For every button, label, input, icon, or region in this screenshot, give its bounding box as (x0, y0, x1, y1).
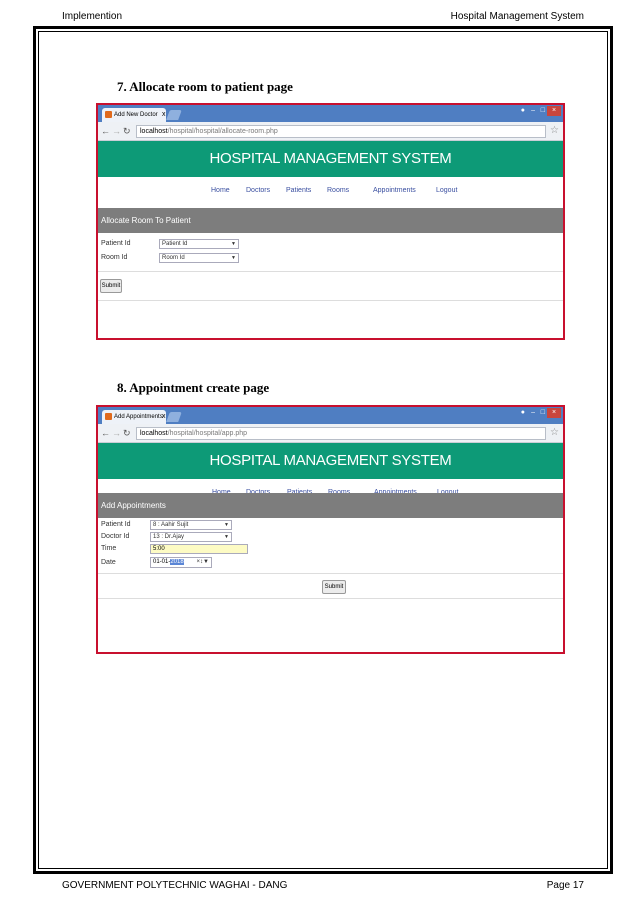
url-path: /hospital/hospital/app.php (167, 430, 248, 437)
new-tab-button[interactable] (166, 412, 182, 422)
form-title: Allocate Room To Patient (98, 208, 563, 233)
browser-tab[interactable] (102, 108, 166, 122)
forward-arrow-icon[interactable]: → (112, 126, 121, 136)
url-host: localhost (140, 430, 168, 437)
menu-doctors[interactable]: Doctors (246, 187, 271, 194)
forward-arrow-icon[interactable]: → (112, 428, 121, 438)
doctor-id-label: Doctor Id (101, 533, 130, 540)
user-icon[interactable]: ● (520, 107, 525, 114)
dropdown-arrow-icon: ▼ (231, 255, 236, 261)
divider (98, 271, 563, 272)
favicon-icon (105, 111, 112, 118)
new-tab-button[interactable] (166, 110, 182, 120)
time-label: Time (101, 545, 117, 552)
patient-id-select[interactable] (150, 520, 232, 530)
dropdown-arrow-icon: ▼ (224, 534, 229, 540)
address-bar (98, 122, 563, 141)
date-input[interactable] (150, 557, 212, 568)
tab-close-icon[interactable]: x (162, 413, 166, 420)
window-close-icon[interactable]: × (547, 106, 561, 116)
url-input[interactable] (136, 125, 546, 138)
menu-rooms[interactable]: Rooms (327, 187, 350, 194)
menu-logout[interactable]: Logout (436, 187, 458, 194)
minimize-icon[interactable]: – (531, 409, 535, 416)
tab-close-icon[interactable]: x (162, 111, 166, 118)
page-header-right: Hospital Management System (450, 11, 584, 22)
date-spinner-icon[interactable]: ×↕▼ (196, 559, 209, 565)
bookmark-star-icon[interactable]: ☆ (550, 427, 559, 438)
section-title-appointment: 8. Appointment create page (117, 380, 270, 395)
screenshot-appointment (96, 405, 565, 654)
site-banner: HOSPITAL MANAGEMENT SYSTEM (98, 443, 563, 479)
reload-icon[interactable]: ↻ (123, 126, 131, 136)
maximize-icon[interactable]: □ (540, 107, 545, 114)
address-bar (98, 424, 563, 443)
patient-id-value: 8 : Aahir Sujit (153, 522, 189, 528)
browser-tab[interactable] (102, 410, 166, 424)
date-label: Date (101, 559, 116, 566)
tab-title: Add Appointments (114, 414, 163, 420)
page-footer-left: GOVERNMENT POLYTECHNIC WAGHAI - DANG (62, 880, 288, 891)
bookmark-star-icon[interactable]: ☆ (550, 125, 559, 136)
room-id-value: Room Id (162, 255, 185, 261)
date-value-prefix: 01-01- (153, 559, 171, 565)
submit-button[interactable]: Submit (322, 580, 346, 594)
submit-button[interactable]: Submit (100, 279, 122, 293)
patient-id-select[interactable] (159, 239, 239, 249)
dropdown-arrow-icon: ▼ (231, 241, 236, 247)
browser-tab-bar (98, 407, 563, 424)
menu-patients[interactable]: Patients (286, 187, 312, 194)
user-icon[interactable]: ● (520, 409, 525, 416)
browser-tab-bar (98, 105, 563, 122)
divider (98, 573, 563, 574)
back-arrow-icon[interactable]: ← (101, 126, 110, 136)
divider (98, 598, 563, 599)
favicon-icon (105, 413, 112, 420)
menu-appointments[interactable]: Appointments (373, 187, 416, 194)
menu-home[interactable]: Home (211, 187, 230, 194)
divider (98, 300, 563, 301)
time-input[interactable]: 5:00 (150, 544, 248, 554)
doctor-id-value: 13 : Dr.Ajay (153, 534, 185, 540)
date-value-year: 2018 (170, 559, 184, 565)
maximize-icon[interactable]: □ (540, 409, 545, 416)
tab-title: Add New Doctor (114, 112, 158, 118)
page-number: Page 17 (546, 880, 584, 891)
url-host: localhost (140, 128, 168, 135)
room-id-label: Room Id (101, 254, 128, 261)
form-title: Add Appointments (98, 493, 563, 518)
section-title-allocate-room: 7. Allocate room to patient page (117, 79, 293, 94)
window-close-icon[interactable]: × (547, 408, 561, 418)
patient-id-label: Patient Id (101, 521, 131, 528)
url-path: /hospital/hospital/allocate-room.php (167, 128, 278, 135)
minimize-icon[interactable]: – (531, 107, 535, 114)
site-banner: HOSPITAL MANAGEMENT SYSTEM (98, 141, 563, 177)
page-header-left: Implemention (62, 11, 123, 22)
doctor-id-select[interactable] (150, 532, 232, 542)
dropdown-arrow-icon: ▼ (224, 522, 229, 528)
url-input[interactable] (136, 427, 546, 440)
reload-icon[interactable]: ↻ (123, 428, 131, 438)
nav-menu (98, 187, 563, 199)
screenshot-allocate-room (96, 103, 565, 340)
room-id-select[interactable] (159, 253, 239, 263)
patient-id-label: Patient Id (101, 240, 131, 247)
back-arrow-icon[interactable]: ← (101, 428, 110, 438)
patient-id-value: Patient Id (162, 241, 188, 247)
